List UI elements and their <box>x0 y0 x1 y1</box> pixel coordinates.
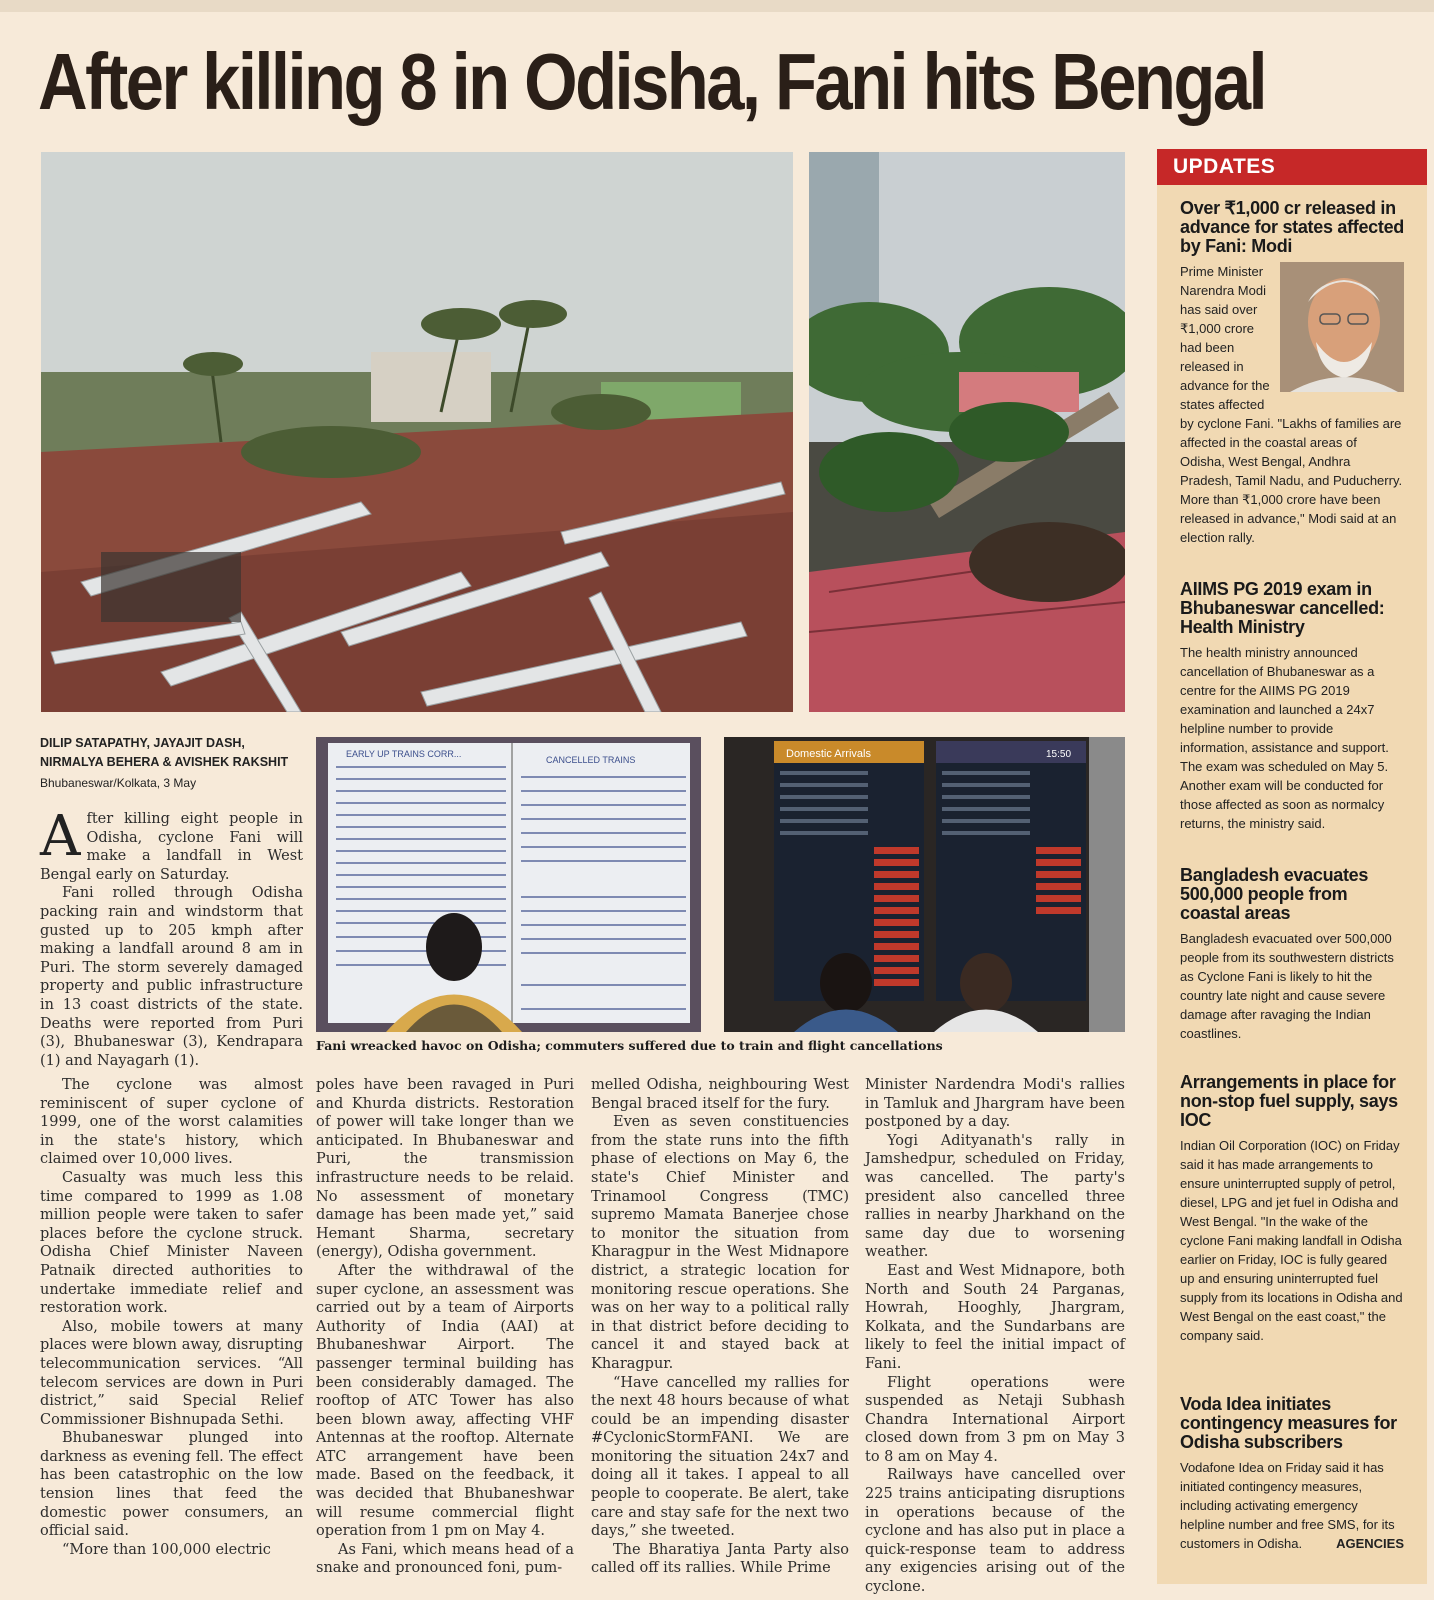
byline <box>40 734 302 793</box>
update-title: AIIMS PG 2019 exam in Bhubaneswar cancelled: Health Ministry <box>1180 579 1385 637</box>
article-paragraph: Casualty was much less this time compared to 1999 as 1.08 million people were taken to safer places before the cyclone struck. Odisha Chief Minister Naveen Patnaik directed authorities to undertake immediate relief and restoration work. <box>40 1169 303 1317</box>
byline-authors-line1: DILIP SATAPATHY, JAYAJIT DASH, <box>40 736 245 750</box>
update-item-ioc <box>1180 1073 1404 1345</box>
modi-portrait <box>1280 262 1404 392</box>
article-paragraph: Railways have cancelled over 225 trains anticipating disruptions in operations because of the cyclone and has also put in place a quick-response team to address any exigencies arising out of the cyclone. <box>865 1467 1125 1596</box>
flight-board-title: Domestic Arrivals <box>786 748 871 760</box>
photo-cyclone-debris <box>41 152 793 712</box>
train-board-left-title: EARLY UP TRAINS CORR... <box>346 749 462 759</box>
article-paragraph: As Fani, which means head of a snake and pronounced foni, pum- <box>316 1541 574 1577</box>
article-paragraph: Even as seven constituencies from the state runs into the fifth phase of elections on May 6, the state's Chief Minister and Trinamool Congress (TMC) supremo Mamata Banerjee chose to monitor the situation from Kharagpur in the West Midnapore district, a strategic location for monitoring rescue operations. She was on her way to a political rally in that district before deciding to cancel it and stayed back at Kharagpur. <box>591 1114 849 1372</box>
article-paragraph: “More than 100,000 electric <box>62 1541 271 1558</box>
updates-label: UPDATES <box>1157 149 1427 185</box>
article-column-2 <box>316 1076 574 1578</box>
update-title: Over ₹1,000 cr released in advance for states affected by Fani: Modi <box>1180 198 1404 256</box>
photo-flight-cancellation-board <box>724 737 1125 1032</box>
article-column-3 <box>591 1076 849 1578</box>
update-title: Voda Idea initiates contingency measures for Odisha subscribers <box>1180 1394 1397 1452</box>
photo-uprooted-tree <box>809 152 1125 712</box>
article-paragraph: poles have been ravaged in Puri and Khurda districts. Restoration of power will take longer than we anticipated. In Bhubaneswar and Puri, the transmission infrastructure needs to be relaid. No assessment of monetary damage has been made yet,” said Hemant Sharma, secretary (energy), Odisha government. <box>316 1077 574 1261</box>
article-paragraph: Minister Nardendra Modi's rallies in Tamluk and Jhargram have been postponed by a day. <box>865 1077 1125 1131</box>
article-paragraph: Also, mobile towers at many places were blown away, disrupting telecommunication services. “All telecom services are down in Puri district,” said Special Relief Commissioner Bishnupada Sethi. <box>40 1318 303 1428</box>
update-item-bangladesh <box>1180 866 1404 1043</box>
agency-credit: AGENCIES <box>1336 1536 1404 1551</box>
byline-authors-line2: NIRMALYA BEHERA & AVISHEK RAKSHIT <box>40 755 289 769</box>
article-paragraph: melled Odisha, neighbouring West Bengal braced itself for the fury. <box>591 1077 849 1112</box>
article-lead-text: fter killing eight people in Odisha, cyclone Fani will make a landfall in West Bengal early on Saturday. <box>40 811 303 883</box>
page-top-strip <box>0 0 1434 12</box>
train-board-right-title: CANCELLED TRAINS <box>546 755 636 765</box>
dateline: Bhubaneswar/Kolkata, 3 May <box>40 776 197 790</box>
update-body: Bangladesh evacuated over 500,000 people from its southwestern districts as Cyclone Fani is likely to hit the country late night and cause severe damage after ravaging the Indian coastlines. <box>1180 931 1394 1041</box>
article-column-1 <box>40 804 303 1070</box>
article-paragraph: Flight operations were suspended as Netaji Subhash Chandra International Airport closed down from 3 pm on May 3 to 8 am on May 4. <box>865 1374 1125 1465</box>
update-item-modi <box>1180 199 1404 547</box>
article-paragraph: After the withdrawal of the super cyclone, an assessment was carried out by a team of Airports Authority of India (AAI) at Bhubaneshwar Airport. The passenger terminal building has been considerably damaged. The rooftop of ATC Tower has also been blown away, affecting VHF Antennas at the rooftop. Alternate ATC arrangement have been made. Based on the feedback, it was decided that Bhubaneshwar will resume commercial flight operation from 1 pm on May 4. <box>316 1262 574 1540</box>
article-paragraph: Fani rolled through Odisha packing rain and windstorm that gusted up to 205 kmph after making a landfall around 8 am in Puri. The storm severely damaged property and public infrastructure in 13 coast districts of the state. Deaths were reported from Puri (3), Bhubaneswar (3), Kendrapara (1) and Nayagarh (1). <box>40 885 303 1069</box>
update-title: Bangladesh evacuates 500,000 people from coastal areas <box>1180 865 1369 923</box>
article-paragraph: Yogi Adityanath's rally in Jamshedpur, scheduled on Friday, was cancelled. The party's president also cancelled three rallies in nearby Jharkhand on the same day due to worsening weather. <box>865 1132 1125 1261</box>
dropcap: A <box>40 804 81 869</box>
photo-caption: Fani wreacked havoc on Odisha; commuters suffered due to train and flight cancellations <box>316 1038 943 1053</box>
update-item-aiims <box>1180 580 1404 833</box>
article-paragraph: The cyclone was almost reminiscent of super cyclone of 1999, one of the worst calamities in the state's history, which claimed over 10,000 lives. <box>40 1077 303 1168</box>
update-title: Arrangements in place for non-stop fuel supply, says IOC <box>1180 1072 1398 1130</box>
article-paragraph: The Bharatiya Janta Party also called off its rallies. While Prime <box>591 1541 849 1577</box>
update-body: The health ministry announced cancellation of Bhubaneswar as a centre for the AIIMS PG 2019 examination and launched a 24x7 helpline number to provide information, assistance and support. The exam was scheduled on May 5. Another exam will be conducted for those affected as soon as normalcy returns, the ministry said. <box>1180 645 1389 831</box>
article-paragraph: East and West Midnapore, both North and South 24 Parganas, Howrah, Hooghly, Jhargram, Kolkata, and the Sundarbans are likely to feel the initial impact of Fani. <box>865 1262 1125 1372</box>
flight-board-time: 15:50 <box>1046 749 1072 760</box>
article-column-1-bottom <box>40 1076 303 1559</box>
headline: After killing 8 in Odisha, Fani hits Bengal <box>38 37 1266 126</box>
article-paragraph <box>40 804 303 884</box>
article-paragraph: “Have cancelled my rallies for the next 48 hours because of what could be an impending disaster #CyclonicStormFANI. We are monitoring the situation 24x7 and doing all it takes. I appeal to all people to cooperate. Be alert, take care and stay safe for the next two days,” she tweeted. <box>591 1374 849 1540</box>
article-column-4 <box>865 1076 1125 1597</box>
update-body: Vodafone Idea on Friday said it has initiated contingency measures, including activating emergency helpline number and free SMS, for its customers in Odisha. <box>1180 1460 1395 1551</box>
photo-train-cancellation-board <box>316 737 701 1032</box>
update-item-voda <box>1180 1395 1404 1553</box>
update-body: Indian Oil Corporation (IOC) on Friday said it has made arrangements to ensure uninterrupted supply of petrol, diesel, LPG and jet fuel in Odisha and West Bengal. "In the wake of the cyclone Fani making landfall in Odisha earlier on Friday, IOC is fully geared up and ensuring uninterrupted fuel supply from its locations in Odisha and West Bengal on the east coast," the company said. <box>1180 1138 1403 1343</box>
update-body: Prime Minister Narendra Modi has said over ₹1,000 crore had been released in advance for the states affected by cyclone Fani. "Lakhs of families are affected in the coastal areas of Odisha, West Bengal, Andhra Pradesh, Tamil Nadu, and Puducherry. More than ₹1,000 crore have been released in advance," Modi said at an election rally. <box>1180 264 1403 545</box>
article-paragraph: Bhubaneswar plunged into darkness as evening fell. The effect has been catastrophic on the low tension lines that feed the domestic power consumers, an official said. <box>40 1430 303 1540</box>
